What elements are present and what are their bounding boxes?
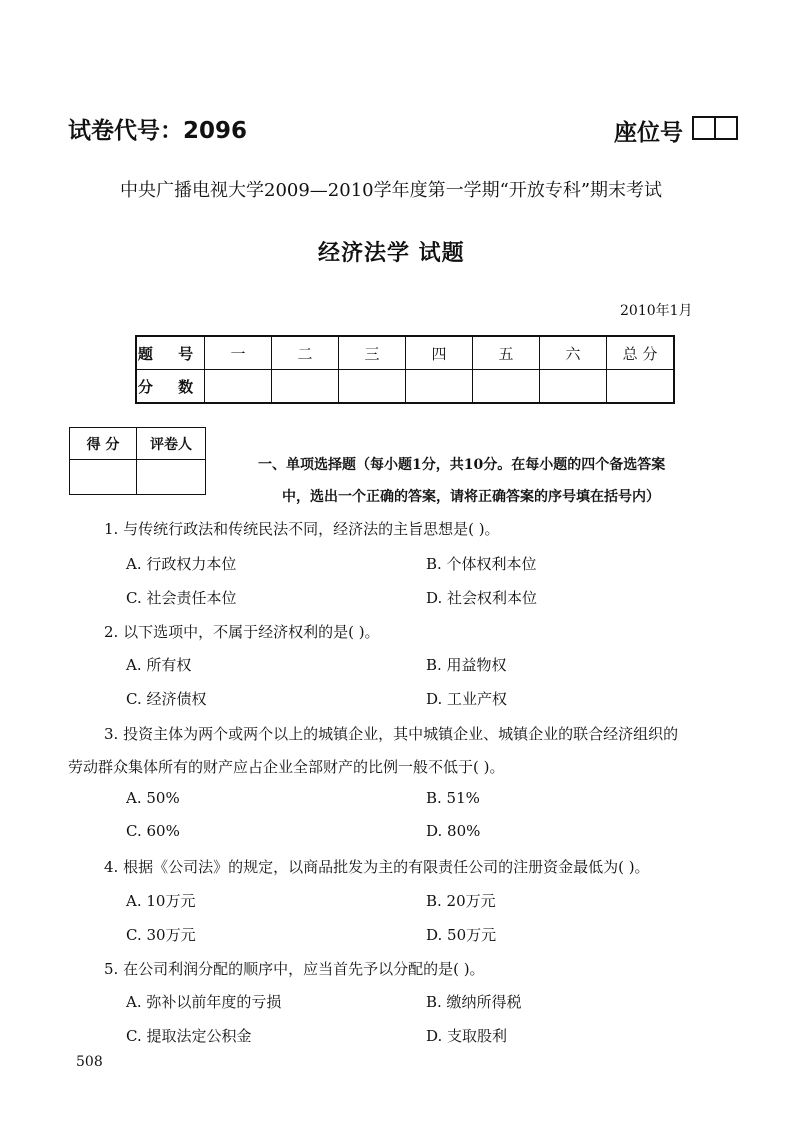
- section-instructions: 一、单项选择题（每小题1分，共10分。在每小题的四个备选答案: [258, 457, 666, 473]
- question-5-option-c[interactable]: C. 提取法定公积金: [126, 1027, 252, 1045]
- exam-date: 2010年1月: [620, 303, 693, 319]
- score-cell[interactable]: [406, 370, 473, 404]
- question-5-option-d[interactable]: D. 支取股利: [426, 1027, 508, 1045]
- score-table-column-header: 四: [406, 336, 473, 370]
- question-4-option-d[interactable]: D. 50万元: [426, 926, 497, 944]
- question-5-option-b[interactable]: B. 缴纳所得税: [426, 993, 522, 1011]
- score-cell[interactable]: [205, 370, 272, 404]
- question-4-option-c[interactable]: C. 30万元: [126, 926, 196, 944]
- question-3-option-c[interactable]: C. 60%: [126, 822, 180, 840]
- question-2-option-b[interactable]: B. 用益物权: [426, 656, 507, 674]
- section-instructions: 中，选出一个正确的答案，请将正确答案的序号填在括号内）: [282, 489, 660, 505]
- question-1-text: 1. 与传统行政法和传统民法不同，经济法的主旨思想是( )。: [104, 520, 500, 538]
- question-2-text: 2. 以下选项中，不属于经济权利的是( )。: [104, 623, 380, 641]
- question-5-text: 5. 在公司利润分配的顺序中，应当首先予以分配的是( )。: [104, 960, 485, 978]
- question-2-option-c[interactable]: C. 经济债权: [126, 690, 207, 708]
- question-1-option-d[interactable]: D. 社会权利本位: [426, 589, 538, 607]
- score-table-column-header: 六: [540, 336, 607, 370]
- score-table-score-row: [136, 370, 674, 404]
- question-4-option-b[interactable]: B. 20万元: [426, 892, 496, 910]
- question-1-option-c[interactable]: C. 社会责任本位: [126, 589, 237, 607]
- score-table-header-row: [136, 336, 674, 370]
- question-3-option-a[interactable]: A. 50%: [126, 789, 180, 807]
- question-4-text: 4. 根据《公司法》的规定，以商品批发为主的有限责任公司的注册资金最低为( )。: [104, 858, 650, 876]
- question-1-option-b[interactable]: B. 个体权利本位: [426, 555, 537, 573]
- question-4-option-a[interactable]: A. 10万元: [126, 892, 196, 910]
- grader-table: [69, 427, 206, 495]
- score-cell[interactable]: [272, 370, 339, 404]
- score-cell[interactable]: [473, 370, 540, 404]
- exam-title: 经济法学 试题: [318, 241, 465, 266]
- question-2-option-a[interactable]: A. 所有权: [126, 656, 192, 674]
- seat-number-label: 座位号: [614, 120, 683, 146]
- grader-header: 评卷人: [137, 428, 206, 460]
- score-cell[interactable]: [339, 370, 406, 404]
- page-number: 508: [76, 1054, 103, 1070]
- score-cell[interactable]: [540, 370, 607, 404]
- score-table-column-header: 三: [339, 336, 406, 370]
- question-5-option-a[interactable]: A. 弥补以前年度的亏损: [126, 993, 282, 1011]
- exam-code-label: 试卷代号：2096: [68, 118, 248, 144]
- seat-number-box-1[interactable]: [692, 116, 716, 140]
- score-cell[interactable]: [607, 370, 675, 404]
- question-3-text: 3. 投资主体为两个或两个以上的城镇企业，其中城镇企业、城镇企业的联合经济组织的: [104, 725, 679, 743]
- score-table-row-title: 分 数: [136, 370, 205, 404]
- score-table-column-header: 总 分: [607, 336, 675, 370]
- score-table-row-title: 题 号: [136, 336, 205, 370]
- question-3-text-continued: 劳动群众集体所有的财产应占企业全部财产的比例一般不低于( )。: [68, 758, 505, 776]
- score-table: [135, 335, 675, 404]
- score-table-column-header: 二: [272, 336, 339, 370]
- question-1-option-a[interactable]: A. 行政权力本位: [126, 555, 237, 573]
- seat-number-box-2[interactable]: [714, 116, 738, 140]
- grader-signature-cell[interactable]: [137, 460, 206, 495]
- question-2-option-d[interactable]: D. 工业产权: [426, 690, 508, 708]
- score-header: 得 分: [70, 428, 137, 460]
- question-3-option-b[interactable]: B. 51%: [426, 789, 480, 807]
- section-score-cell[interactable]: [70, 460, 137, 495]
- exam-heading: 中央广播电视大学2009—2010学年度第一学期“开放专科”期末考试: [120, 180, 663, 201]
- score-table-column-header: 一: [205, 336, 272, 370]
- score-table-column-header: 五: [473, 336, 540, 370]
- question-3-option-d[interactable]: D. 80%: [426, 822, 481, 840]
